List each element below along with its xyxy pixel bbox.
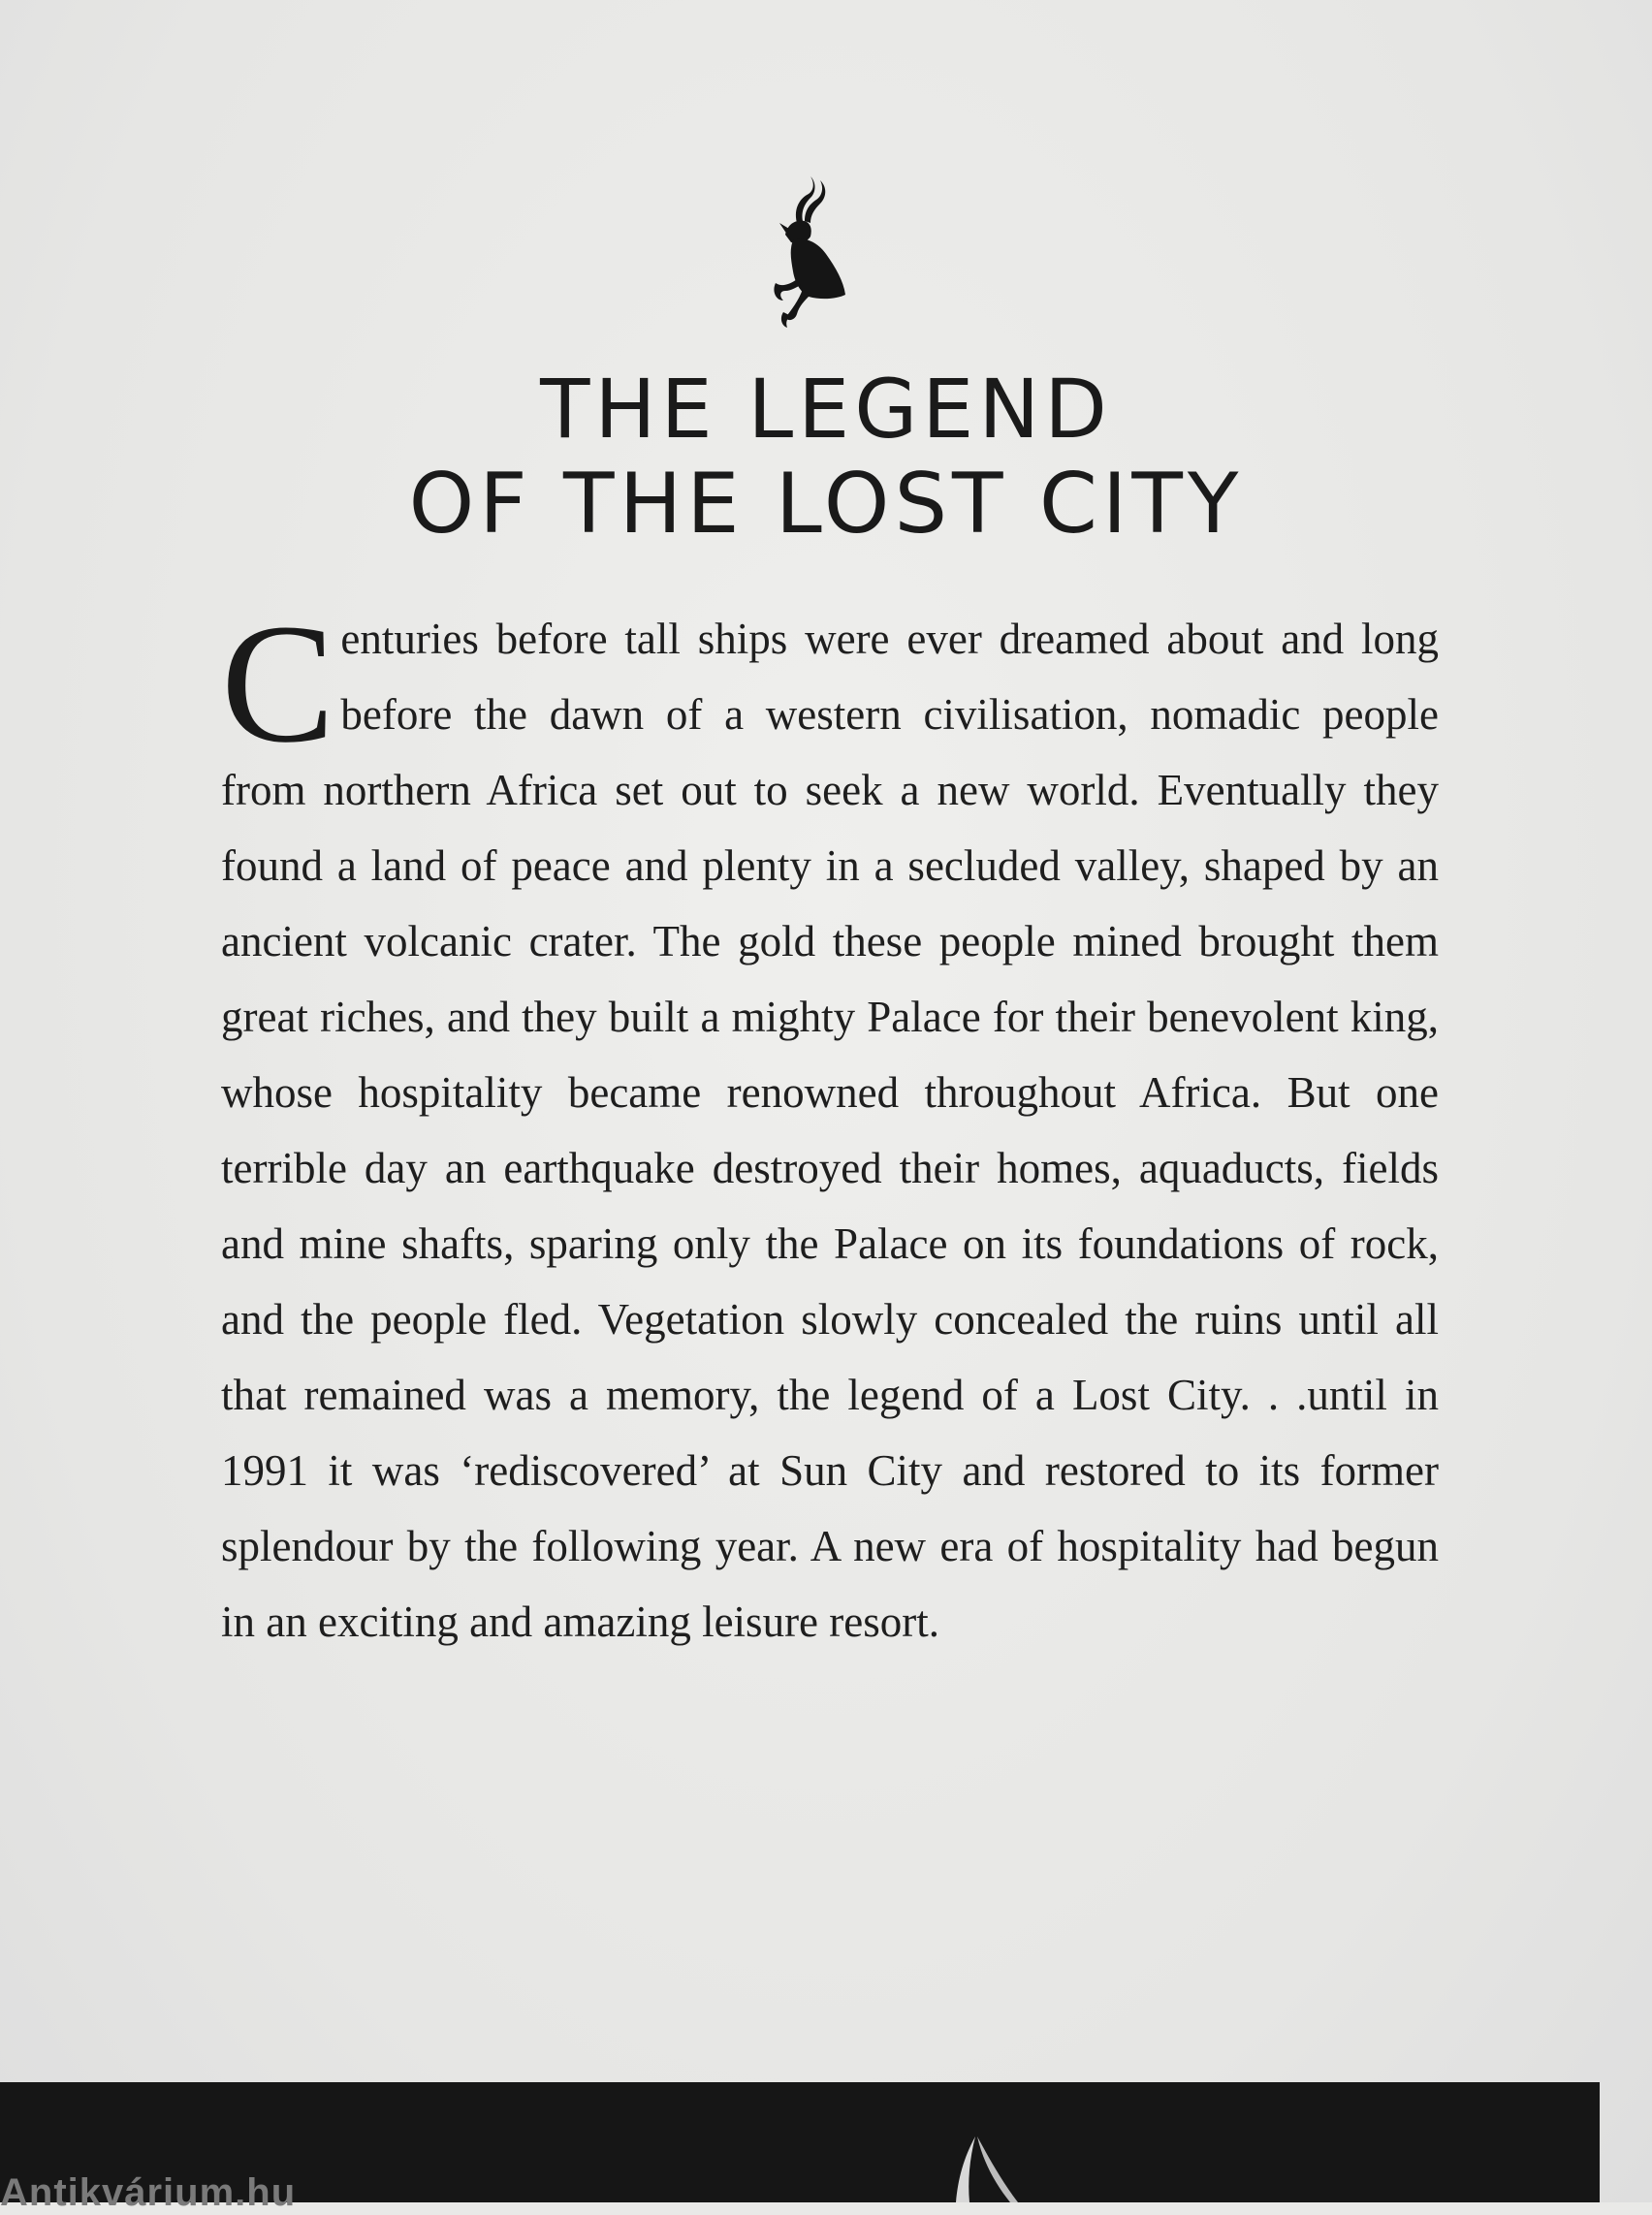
title-line-1: THE LEGEND bbox=[540, 362, 1112, 457]
title-line-2: OF THE LOST CITY bbox=[408, 456, 1244, 553]
story-text: enturies before tall ships were ever dreamed about and long before the dawn of a western civilisation, nomadic people from northern Africa set out to seek a new world. Eventually they found a land of peace and plenty in a secluded valley, shaped by an ancient volcanic crater. The gold these people mined brought them great riches, and they built a mighty Palace for their benevolent king, whose hospitality became renowned throughout Africa. But one terrible day an earthquake destroyed their homes, aquaducts, fields and mine shafts, sparing only the Palace on its foundations of rock, and the people fled. Vegetation slowly concealed the ruins until all that remained was a memory, the legend of a Lost City. . .until in 1991 it was ‘rediscovered’ at Sun City and restored to its former splendour by the following year. A new era of hospitality had begun in an exciting and amazing leisure resort. bbox=[221, 615, 1439, 1646]
horn-silhouette-icon bbox=[950, 2129, 1028, 2202]
watermark-text: Antikvárium.hu bbox=[0, 2171, 297, 2214]
story-paragraph bbox=[221, 589, 1439, 1660]
leaping-kudu-icon bbox=[747, 165, 863, 339]
drop-cap: C bbox=[221, 589, 335, 778]
